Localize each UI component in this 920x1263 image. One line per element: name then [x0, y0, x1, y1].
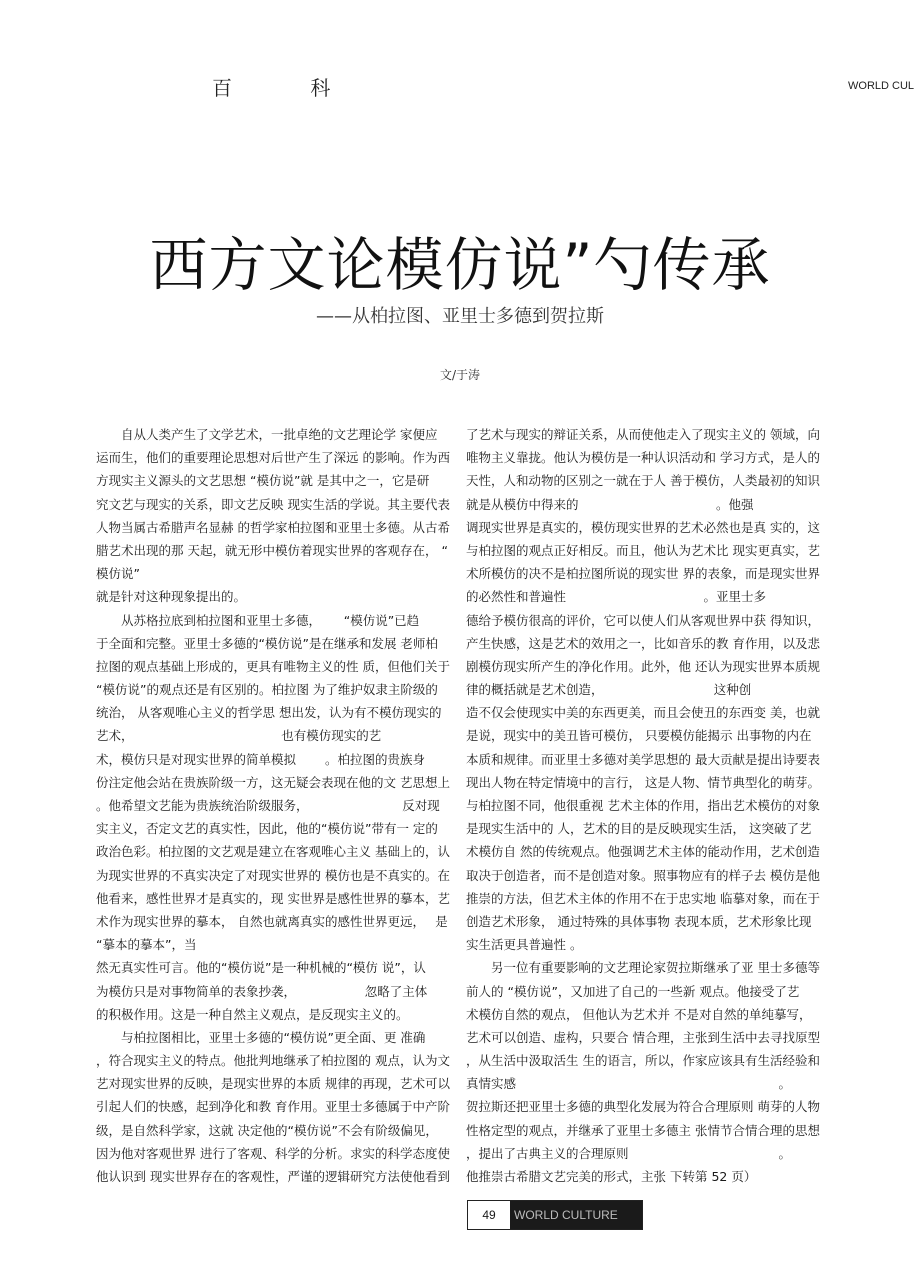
body-text-line: 真情实感 。 [466, 1076, 792, 1092]
body-text-line: ，从生活中汲取活生 生的语言，所以，作家应该具有生活经验和 [466, 1053, 820, 1069]
body-text-line: 术模仿自然的观点， 但他认为艺术并 不是对自然的单纯摹写， [466, 1006, 812, 1022]
body-text-line: 与柏拉图的观点正好相反。而且，他认为艺术比 现实更真实，艺 [466, 542, 820, 558]
body-text-line: 究文艺与现实的关系，即文艺反映 现实生活的学说。其主要代表 [96, 496, 450, 512]
body-text-line: 术模仿自 然的传统观点。他强调艺术主体的能动作用，艺术创造 [466, 844, 820, 860]
body-text-line: 为现实世界的不真实决定了对现实世界的 模仿也是不真实的。在 [96, 867, 450, 883]
body-text-line: 方现实主义源头的文艺思想 “模仿说”就 是其中之一，它是研 [96, 473, 430, 489]
body-text-line: 取决于创造者，而不是创造对象。照事物应有的样子去 模仿是他 [466, 867, 820, 883]
body-text-line: 实生活更具普遍性 。 [466, 937, 583, 953]
footer-page-box [467, 1200, 643, 1230]
body-text-line: ，符合现实主义的特点。他批判地继承了柏拉图的 观点，认为文 [96, 1053, 450, 1069]
body-text-line: 推崇的方法，但艺术主体的作用不在于忠实地 临摹对象，而在于 [466, 890, 820, 906]
body-text-line: 艺术可以创造、虚构，只要合 情合理，主张到生活中去寻找原型 [466, 1029, 820, 1045]
body-text-line: 调现实世界是真实的，模仿现实世界的艺术必然也是真 实的，这 [466, 519, 820, 535]
article-subtitle: ——从柏拉图、亚里士多德到贺拉斯 [316, 306, 604, 327]
body-text-line: 德给予模仿很高的评价，它可以使人们从客观世界中获 得知识， [466, 612, 820, 628]
body-text-line: 于全面和完整。亚里士多德的“模仿说”是在继承和发展 老师柏 [96, 635, 438, 651]
body-text-line: 现出人物在特定情境中的言行， 这是人物、情节典型化的萌芽。 [466, 774, 820, 790]
page-number: 49 [468, 1201, 510, 1229]
body-text-line: 是现实生活中的 人，艺术的目的是反映现实生活， 这突破了艺 [466, 821, 812, 837]
body-text-line: “模仿说”的观点还是有区别的。柏拉图 为了维护奴隶主阶级的 [96, 682, 438, 698]
body-text-line: 与柏拉图不同，他很重视 艺术主体的作用，指出艺术模仿的对象 [466, 798, 820, 813]
body-text-line: 自从人类产生了文学艺术，一批卓绝的文艺理论学 家便应 [96, 427, 438, 442]
body-text-line: 艺术， 也有模仿现实的艺 [96, 728, 382, 744]
body-text-line: 。他希望文艺能为贵族统治阶级服务， 反对现 [96, 798, 440, 813]
body-text-line: 模仿说” [96, 566, 140, 582]
header-magazine-name: WORLD CUL [848, 80, 915, 92]
body-text-line: 运而生，他们的重要理论思想对后世产生了深远 的影响。作为西 [96, 450, 450, 466]
body-text-line: ，提出了古典主义的合理原则 。 [466, 1145, 792, 1161]
body-text-line: “摹本的摹本”，当 [96, 937, 197, 953]
section-label: 百 科 [212, 76, 367, 100]
body-text-line: 就是从模仿中得来的 。他强 [466, 496, 754, 512]
body-text-line: 然无真实性可言。他的“模仿说”是一种机械的“模仿 说”，认 [96, 960, 426, 976]
body-text-line: 因为他对客观世界 进行了客观、科学的分析。求实的科学态度使 [96, 1145, 450, 1161]
body-text-line: 人物当属古希腊声名显赫 的哲学家柏拉图和亚里士多德。从古希 [96, 519, 450, 535]
body-text-line: 与柏拉图相比，亚里士多德的“模仿说”更全面、更 准确 [96, 1029, 426, 1045]
body-text-line: 本质和规律。而亚里士多德对美学思想的 最大贡献是提出诗要表 [466, 751, 820, 767]
body-text-line: 从苏格拉底到柏拉图和亚里士多德， “模仿说”已趋 [96, 612, 420, 628]
body-text-line: 他认识到 现实世界存在的客观性，严谨的逻辑研究方法使他看到 [96, 1169, 450, 1184]
body-text-line: 性格定型的观点，并继承了亚里士多德主 张情节合情合理的思想 [466, 1122, 820, 1138]
footer-magazine-name: WORLD CULTURE [510, 1201, 642, 1229]
body-column-right [466, 423, 826, 1188]
body-text-line: 统治， 从客观唯心主义的哲学思 想出发，认为有不模仿现实的 [96, 705, 442, 721]
body-text-line: 创造艺术形象， 通过特殊的具体事物 表现本质，艺术形象比现 [466, 913, 812, 929]
body-text-line: 术，模仿只是对现实世界的简单模拟 。柏拉图的贵族身 [96, 751, 425, 767]
body-text-line: 术作为现实世界的摹本， 自然也就离真实的感性世界更远， 是 [96, 913, 448, 929]
body-text-line: 前人的 “模仿说”，又加进了自己的一些新 观点。他接受了艺 [466, 983, 800, 999]
body-text-line: 的必然性和普遍性 。亚里士多 [466, 589, 767, 605]
body-text-line: 实主义，否定文艺的真实性，因此，他的“模仿说”带有一 定的 [96, 821, 438, 837]
body-text-line: 为模仿只是对事物简单的表象抄袭， 忽略了主体 [96, 983, 428, 999]
body-text-line: 造不仅会使现实中美的东西更美，而且会使丑的东西变 美，也就 [466, 705, 820, 721]
body-column-left [96, 423, 452, 1188]
body-text-line: 贺拉斯还把亚里士多德的典型化发展为符合合理原则 萌芽的人物 [466, 1099, 820, 1115]
body-text-line: 术所模仿的决不是柏拉图所说的现实世 界的表象，而是现实世界 [466, 566, 820, 582]
body-text-line: 拉图的观点基础上形成的，更具有唯物主义的性 质，但他们关于 [96, 658, 450, 674]
body-text-line: 份注定他会站在贵族阶级一方，这无疑会表现在他的文 艺思想上 [96, 774, 450, 790]
body-text-line: 就是针对这种现象提出的。 [96, 589, 247, 605]
body-text-line: 了艺术与现实的辩证关系，从而使他走入了现实主义的 领域，向 [466, 427, 820, 442]
body-text-line: 政治色彩。柏拉图的文艺观是建立在客观唯心主义 基础上的，认 [96, 844, 450, 860]
body-text-line: 是说，现实中的美丑皆可模仿， 只要模仿能揭示 出事物的内在 [466, 728, 812, 744]
body-text-line: 剧模仿现实所产生的净化作用。此外，他 还认为现实世界本质规 [466, 658, 820, 674]
body-text-line: 的积极作用。这是一种自然主义观点，是反现实主义的。 [96, 1006, 409, 1022]
body-text-line: 天性，人和动物的区别之一就在于人 善于模仿，人类最初的知识 [466, 473, 820, 489]
body-text-line: 另一位有重要影响的文艺理论家贺拉斯继承了亚 里士多德等 [466, 960, 820, 976]
body-text-line: 腊艺术出现的那 天起，就无形中模仿着现实世界的客观存在， “ [96, 542, 448, 558]
body-text-line: 律的概括就是艺术创造， 这种创 [466, 682, 752, 698]
article-title: 西方文论模仿说”勺传承 [149, 231, 771, 299]
body-text-line: 引起人们的快感，起到净化和教 育作用。亚里士多德属于中产阶 [96, 1099, 450, 1115]
body-text-line: 唯物主义靠拢。他认为模仿是一种认识活动和 学习方式，是人的 [466, 450, 820, 466]
body-text-line: 他看来，感性世界才是真实的，现 实世界是感性世界的摹本，艺 [96, 890, 450, 906]
body-text-line: 级，是自然科学家，这就 决定他的“模仿说”不会有阶级偏见， [96, 1122, 438, 1138]
body-text-line: 艺对现实世界的反映，是现实世界的本质 规律的再现，艺术可以 [96, 1076, 450, 1092]
body-text-line: 他推崇古希腊文艺完美的形式，主张 下转第 52 页） [466, 1169, 757, 1184]
body-text-line: 产生快感，这是艺术的效用之一，比如音乐的教 育作用，以及悲 [466, 635, 820, 651]
article-author: 文/于涛 [439, 368, 481, 382]
